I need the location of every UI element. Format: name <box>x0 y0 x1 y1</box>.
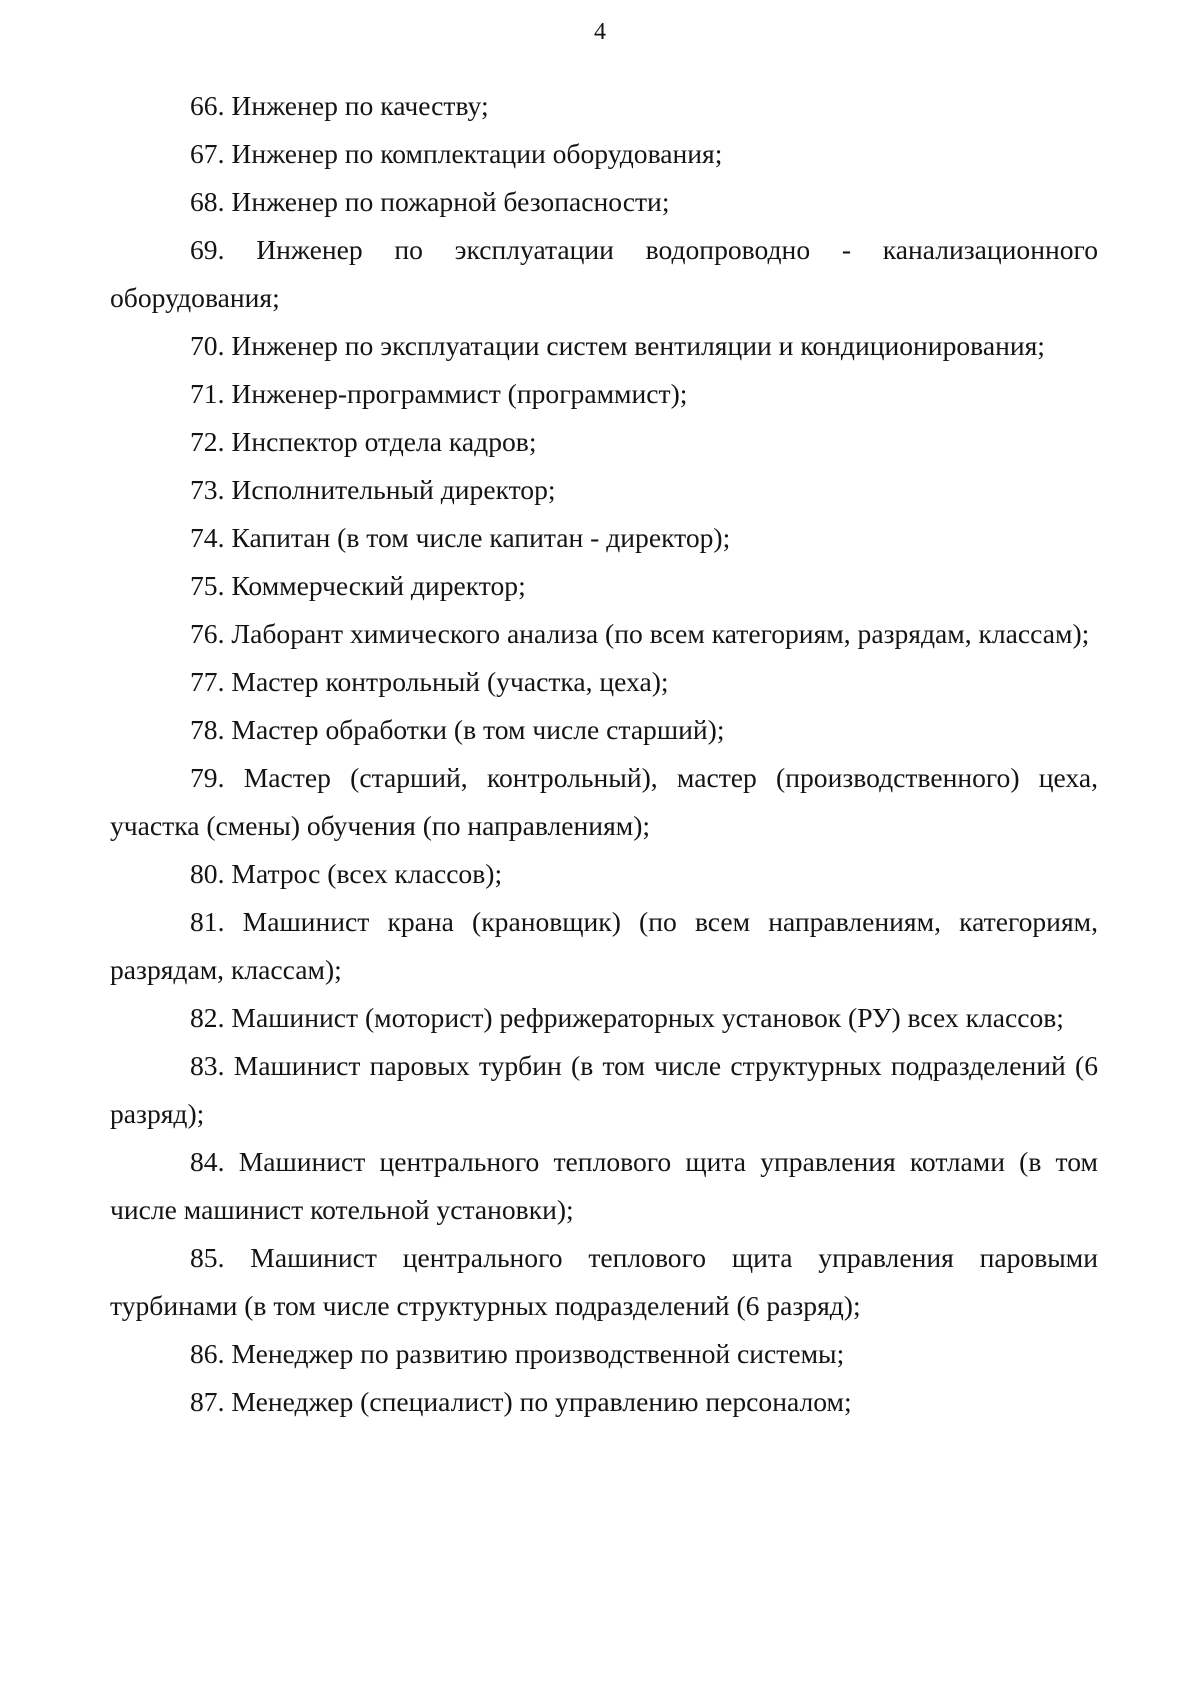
item-number: 75. <box>190 570 225 601</box>
item-number: 87. <box>190 1386 225 1417</box>
item-text: Мастер (старший, контрольный), мастер (производственного) цеха, участка (смены) обучения (по направлениям); <box>110 762 1098 841</box>
item-number: 83. <box>190 1050 225 1081</box>
list-item <box>110 658 1098 706</box>
item-text: Матрос (всех классов); <box>231 858 503 889</box>
item-number: 80. <box>190 858 225 889</box>
list-item <box>110 994 1098 1042</box>
list-item <box>110 850 1098 898</box>
item-number: 67. <box>190 138 225 169</box>
item-number: 73. <box>190 474 225 505</box>
item-text: Менеджер по развитию производственной системы; <box>231 1338 845 1369</box>
list-item <box>110 130 1098 178</box>
item-number: 77. <box>190 666 225 697</box>
list-item <box>110 706 1098 754</box>
item-text: Исполнительный директор; <box>231 474 556 505</box>
list-item <box>110 562 1098 610</box>
item-number: 69. <box>190 234 225 265</box>
list-item <box>110 370 1098 418</box>
list-item <box>110 514 1098 562</box>
item-text: Инженер по эксплуатации водопроводно - канализационного оборудования; <box>110 234 1098 313</box>
list-item <box>110 898 1098 994</box>
item-text: Инженер по эксплуатации систем вентиляции и кондиционирования; <box>231 330 1045 361</box>
item-text: Инженер по комплектации оборудования; <box>231 138 723 169</box>
list-item <box>110 466 1098 514</box>
item-number: 72. <box>190 426 225 457</box>
item-text: Машинист (моторист) рефрижераторных установок (РУ) всех классов; <box>231 1002 1064 1033</box>
list-item <box>110 322 1098 370</box>
list-item <box>110 1330 1098 1378</box>
item-number: 84. <box>190 1146 225 1177</box>
position-list <box>110 82 1098 1426</box>
page-number: 4 <box>594 19 606 45</box>
item-number: 76. <box>190 618 225 649</box>
item-text: Инспектор отдела кадров; <box>231 426 537 457</box>
item-number: 68. <box>190 186 225 217</box>
item-text: Капитан (в том числе капитан - директор); <box>231 522 731 553</box>
list-item <box>110 226 1098 322</box>
item-text: Менеджер (специалист) по управлению персоналом; <box>231 1386 852 1417</box>
item-text: Машинист центрального теплового щита управления паровыми турбинами (в том числе структурных подразделений (6 разряд); <box>110 1242 1098 1321</box>
item-text: Инженер по пожарной безопасности; <box>231 186 670 217</box>
item-number: 81. <box>190 906 225 937</box>
item-number: 85. <box>190 1242 225 1273</box>
item-number: 82. <box>190 1002 225 1033</box>
item-text: Инженер по качеству; <box>231 90 489 121</box>
item-text: Мастер контрольный (участка, цеха); <box>231 666 669 697</box>
list-item <box>110 418 1098 466</box>
item-number: 70. <box>190 330 225 361</box>
item-text: Машинист крана (крановщик) (по всем направлениям, категориям, разрядам, классам); <box>110 906 1098 985</box>
item-text: Машинист центрального теплового щита управления котлами (в том числе машинист котельной установки); <box>110 1146 1098 1225</box>
item-number: 66. <box>190 90 225 121</box>
list-item <box>110 1378 1098 1426</box>
item-text: Мастер обработки (в том числе старший); <box>231 714 725 745</box>
item-text: Лаборант химического анализа (по всем категориям, разрядам, классам); <box>231 618 1090 649</box>
item-number: 79. <box>190 762 225 793</box>
list-item <box>110 610 1098 658</box>
list-item <box>110 1234 1098 1330</box>
list-item <box>110 178 1098 226</box>
item-text: Инженер-программист (программист); <box>231 378 688 409</box>
item-text: Машинист паровых турбин (в том числе структурных подразделений (6 разряд); <box>110 1050 1098 1129</box>
item-number: 86. <box>190 1338 225 1369</box>
list-item <box>110 754 1098 850</box>
list-item <box>110 1042 1098 1138</box>
list-item <box>110 82 1098 130</box>
item-number: 74. <box>190 522 225 553</box>
item-text: Коммерческий директор; <box>231 570 526 601</box>
item-number: 78. <box>190 714 225 745</box>
item-number: 71. <box>190 378 225 409</box>
list-item <box>110 1138 1098 1234</box>
